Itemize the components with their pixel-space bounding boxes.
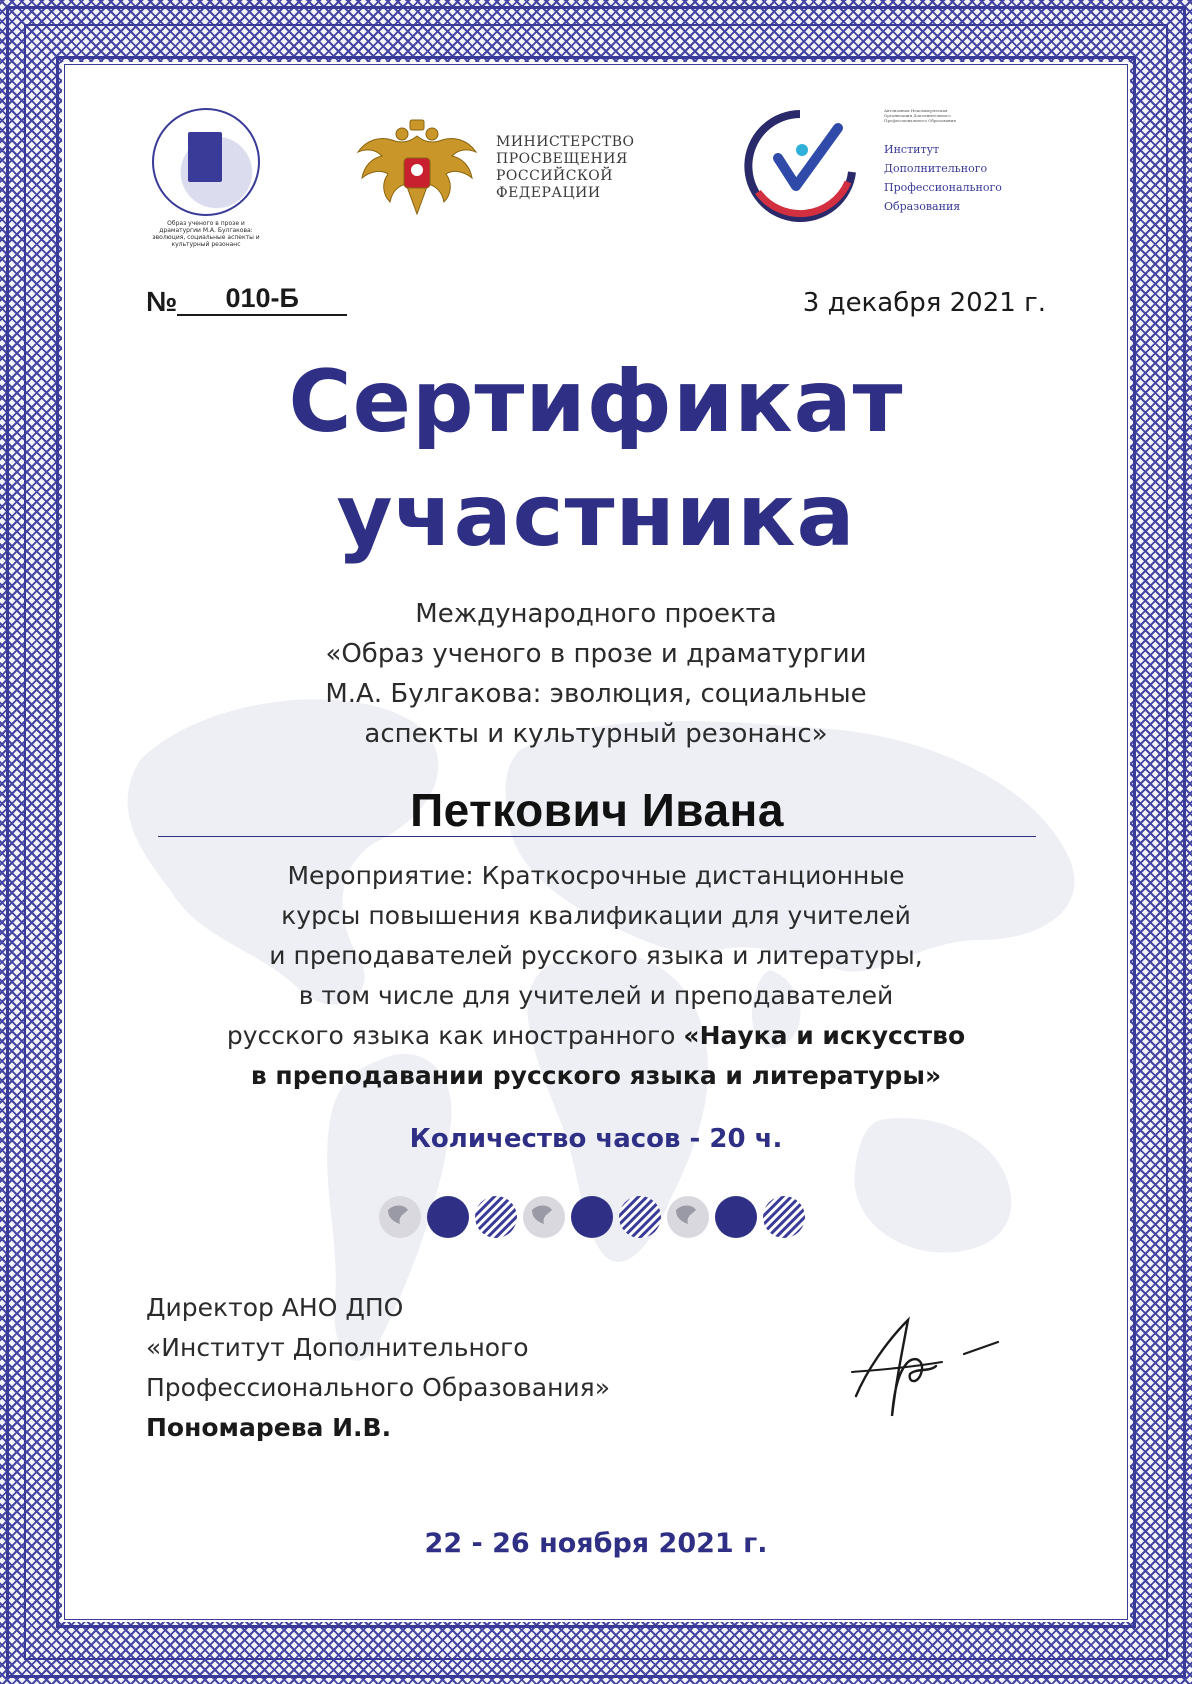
hatched-dot-icon [619,1196,661,1238]
event-line: и преподавателей русского языка и литературы, [269,941,923,970]
solid-dot-icon [427,1196,469,1238]
institute-line: Образования [884,200,961,213]
institute-name [884,140,1002,216]
project-description [0,594,1192,754]
course-title-part: в преподавании русского языка и литературы» [250,1061,942,1090]
institute-org-type [884,108,1004,123]
institute-line: Дополнительного [884,162,988,175]
hours-count: Количество часов - 20 ч. [409,1124,783,1154]
event-line [0,1016,1192,1056]
event-description [0,856,1192,1096]
course-title-part: «Наука и искусство [683,1021,966,1050]
handwritten-signature [846,1312,1006,1424]
institute-checkmark-logo-icon [742,108,858,224]
event-line [0,1056,1192,1096]
solid-dot-icon [715,1196,757,1238]
event-line-plain: русского языка как иностранного [226,1021,684,1050]
ministry-line: ФЕДЕРАЦИИ [496,185,601,201]
ministry-line: МИНИСТЕРСТВО [496,134,635,150]
project-logo-caption: Образ ученого в прозе и драматургии М.А. Булгакова: эволюция, социальные аспекты и культурный резонанс [152,220,260,248]
signer-name: Пономарева И.В. [146,1413,392,1442]
ministry-name [496,134,634,202]
double-headed-eagle-emblem-icon [352,118,482,228]
participant-name: Петкович Ивана [158,784,1036,837]
event-dates: 22 - 26 ноября 2021 г. [424,1528,768,1559]
hatched-dot-icon [763,1196,805,1238]
institute-line: Институт [884,143,940,156]
event-line: курсы повышения квалификации для учителей [281,901,911,930]
certificate-title: Сертификат [288,352,904,452]
certificate-subtitle: участника [336,466,856,566]
project-line: «Образ ученого в прозе и драматургии [325,639,867,669]
globe-book-icon [152,108,260,216]
signer-position: Директор АНО ДПО [146,1293,404,1322]
decorative-circles-row [378,1192,814,1242]
certificate-number [146,283,347,320]
project-logo [146,108,266,258]
globe-dot-icon [667,1196,709,1238]
globe-dot-icon [523,1196,565,1238]
signer-organization: «Институт Дополнительного [146,1333,529,1362]
project-line: Международного проекта [415,599,777,629]
certificate-number-value: 010-Б [177,283,347,316]
ministry-line: РОССИЙСКОЙ [496,168,613,184]
solid-dot-icon [571,1196,613,1238]
event-line: в том числе для учителей и преподавателей [298,981,894,1010]
hatched-dot-icon [475,1196,517,1238]
institute-org-line: Организация Дополнительного [884,113,951,118]
number-sign: № [146,286,178,317]
globe-dot-icon [379,1196,421,1238]
project-line: М.А. Булгакова: эволюция, социальные [325,679,867,709]
institute-line: Профессионального [884,181,1002,194]
event-line: Мероприятие: Краткосрочные дистанционные [287,861,905,890]
institute-org-line: Автономная Некоммерческая [884,108,948,113]
issue-date: 3 декабря 2021 г. [802,288,1046,318]
signer-organization: Профессионального Образования» [146,1373,611,1402]
project-line: аспекты и культурный резонанс» [364,719,828,749]
institute-org-line: Профессионального Образования [884,118,956,123]
signer-block [146,1288,610,1448]
ministry-line: ПРОСВЕЩЕНИЯ [496,151,628,167]
